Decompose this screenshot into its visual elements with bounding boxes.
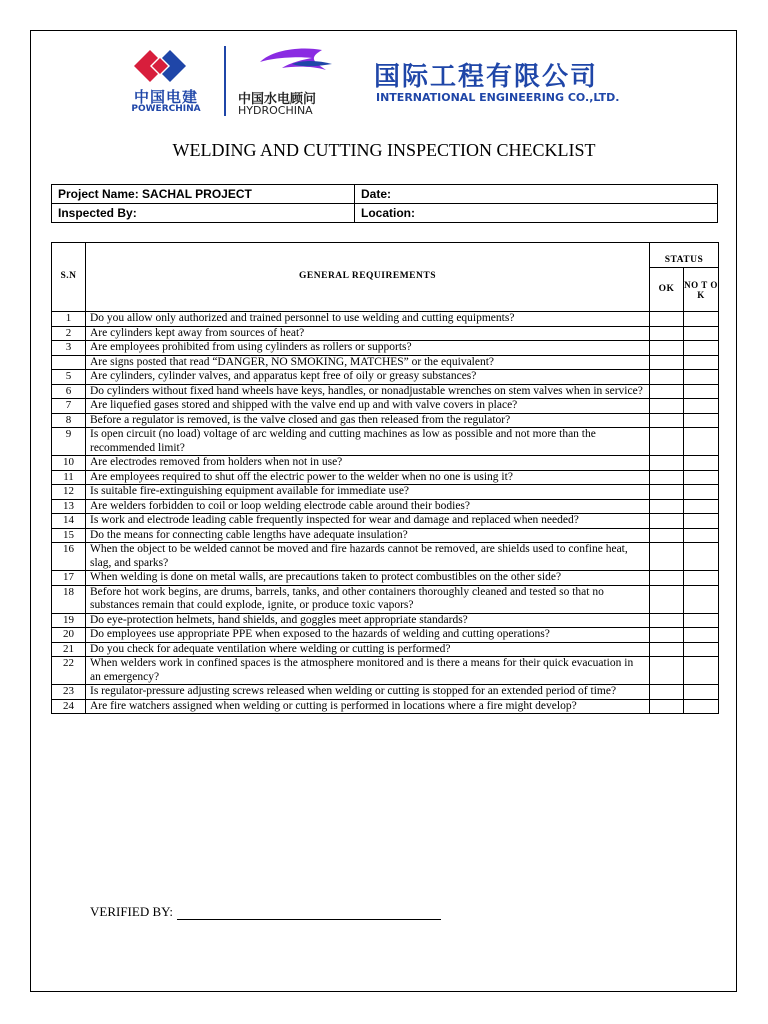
status-not-ok-cell[interactable] xyxy=(684,413,719,428)
status-ok-cell[interactable] xyxy=(650,399,684,414)
hydrochina-logo xyxy=(238,44,348,120)
requirement-text: Do the means for connecting cable lengths have adequate insulation? xyxy=(86,528,650,543)
powerchina-cn-name: 中国电建 xyxy=(133,88,198,106)
checklist-row xyxy=(52,528,719,543)
status-ok-cell[interactable] xyxy=(650,571,684,586)
row-number: 11 xyxy=(52,470,86,485)
requirements-header: GENERAL REQUIREMENTS xyxy=(86,243,650,312)
status-ok-cell[interactable] xyxy=(650,613,684,628)
checklist-row xyxy=(52,384,719,399)
requirement-text: Is suitable fire-extinguishing equipment available for immediate use? xyxy=(86,485,650,500)
status-not-ok-cell[interactable] xyxy=(684,312,719,327)
powerchina-mark-icon xyxy=(128,46,192,86)
requirement-text: Are signs posted that read “DANGER, NO SMOKING, MATCHES” or the equivalent? xyxy=(86,355,650,370)
status-ok-cell[interactable] xyxy=(650,485,684,500)
status-not-ok-cell[interactable] xyxy=(684,685,719,700)
status-not-ok-cell[interactable] xyxy=(684,341,719,356)
not-ok-header: NO T OK xyxy=(684,268,719,312)
row-number: 12 xyxy=(52,485,86,500)
document-title: WELDING AND CUTTING INSPECTION CHECKLIST xyxy=(172,140,596,160)
powerchina-en-name: POWERCHINA xyxy=(131,104,201,114)
company-name-cn: 国际工程有限公司 xyxy=(374,62,599,92)
sn-header: S.N xyxy=(52,243,86,312)
row-number: 16 xyxy=(52,543,86,571)
requirement-text: When welding is done on metal walls, are precautions taken to protect combustibles on the other side? xyxy=(86,571,650,586)
row-number: 18 xyxy=(52,585,86,613)
row-number: 9 xyxy=(52,428,86,456)
checklist-row xyxy=(52,370,719,385)
status-ok-cell[interactable] xyxy=(650,312,684,327)
requirement-text: Are employees required to shut off the electric power to the welder when no one is using it? xyxy=(86,470,650,485)
status-header: STATUS xyxy=(650,243,719,268)
checklist-row xyxy=(52,685,719,700)
row-number: 6 xyxy=(52,384,86,399)
checklist-row xyxy=(52,657,719,685)
row-number: 7 xyxy=(52,399,86,414)
status-not-ok-cell[interactable] xyxy=(684,571,719,586)
status-ok-cell[interactable] xyxy=(650,370,684,385)
status-ok-cell[interactable] xyxy=(650,384,684,399)
ok-header: OK xyxy=(650,268,684,312)
requirement-text: Do cylinders without fixed hand wheels have keys, handles, or nonadjustable wrenches on stem valves when in service? xyxy=(86,384,650,399)
checklist-row xyxy=(52,326,719,341)
requirement-text: Is regulator-pressure adjusting screws released when welding or cutting is stopped for an extended period of time? xyxy=(86,685,650,700)
status-not-ok-cell[interactable] xyxy=(684,514,719,529)
requirement-text: Is work and electrode leading cable frequently inspected for wear and damage and replaced when needed? xyxy=(86,514,650,529)
checklist-row xyxy=(52,613,719,628)
project-name-cell: Project Name: SACHAL PROJECT xyxy=(52,185,355,204)
status-ok-cell[interactable] xyxy=(650,470,684,485)
requirement-text: Is open circuit (no load) voltage of arc welding and cutting machines as low as possible and not more than the recommended limit? xyxy=(86,428,650,456)
requirement-text: Are welders forbidden to coil or loop welding electrode cable around their bodies? xyxy=(86,499,650,514)
verified-by-label: VERIFIED BY: xyxy=(90,904,173,919)
hydrochina-mark-icon xyxy=(252,44,338,84)
checklist-row xyxy=(52,399,719,414)
checklist-body xyxy=(52,312,719,714)
requirement-text: Are electrodes removed from holders when not in use? xyxy=(86,456,650,471)
requirement-text: Are fire watchers assigned when welding or cutting is performed in locations where a fire might develop? xyxy=(86,699,650,714)
status-ok-cell[interactable] xyxy=(650,355,684,370)
status-not-ok-cell[interactable] xyxy=(684,370,719,385)
requirement-text: Before a regulator is removed, is the valve closed and gas then released from the regulator? xyxy=(86,413,650,428)
checklist-row xyxy=(52,485,719,500)
verified-by-line xyxy=(90,904,490,920)
status-ok-cell[interactable] xyxy=(650,456,684,471)
row-number: 5 xyxy=(52,370,86,385)
row-number: 1 xyxy=(52,312,86,327)
checklist-row xyxy=(52,642,719,657)
status-ok-cell[interactable] xyxy=(650,499,684,514)
status-not-ok-cell[interactable] xyxy=(684,628,719,643)
checklist-row xyxy=(52,585,719,613)
status-not-ok-cell[interactable] xyxy=(684,642,719,657)
checklist-row xyxy=(52,571,719,586)
checklist-row xyxy=(52,699,719,714)
location-cell: Location: xyxy=(355,204,718,223)
checklist-row xyxy=(52,628,719,643)
logo-divider xyxy=(224,46,226,116)
status-ok-cell[interactable] xyxy=(650,341,684,356)
status-ok-cell[interactable] xyxy=(650,428,684,456)
requirement-text: Do you check for adequate ventilation where welding or cutting is performed? xyxy=(86,642,650,657)
requirement-text: Are employees prohibited from using cylinders as rollers or supports? xyxy=(86,341,650,356)
status-not-ok-cell[interactable] xyxy=(684,456,719,471)
company-name-en: INTERNATIONAL ENGINEERING CO.,LTD. xyxy=(376,91,620,104)
status-not-ok-cell[interactable] xyxy=(684,399,719,414)
status-ok-cell[interactable] xyxy=(650,543,684,571)
row-number: 17 xyxy=(52,571,86,586)
inspected-by-cell: Inspected By: xyxy=(52,204,355,223)
row-number: 22 xyxy=(52,657,86,685)
requirement-text: Are cylinders kept away from sources of heat? xyxy=(86,326,650,341)
status-ok-cell[interactable] xyxy=(650,699,684,714)
checklist-row xyxy=(52,312,719,327)
row-number: 10 xyxy=(52,456,86,471)
status-ok-cell[interactable] xyxy=(650,657,684,685)
checklist-row xyxy=(52,428,719,456)
requirement-text: Before hot work begins, are drums, barrels, tanks, and other containers thoroughly cleaned and tested so that no substances remain that could explode, ignite, or produce toxic vapors? xyxy=(86,585,650,613)
status-ok-cell[interactable] xyxy=(650,685,684,700)
status-ok-cell[interactable] xyxy=(650,326,684,341)
status-not-ok-cell[interactable] xyxy=(684,326,719,341)
status-ok-cell[interactable] xyxy=(650,514,684,529)
requirement-text: Are liquefied gases stored and shipped with the valve end up and with valve covers in place? xyxy=(86,399,650,414)
row-number: 19 xyxy=(52,613,86,628)
checklist-row xyxy=(52,470,719,485)
checklist-row xyxy=(52,355,719,370)
row-number: 3 xyxy=(52,341,86,356)
status-ok-cell[interactable] xyxy=(650,628,684,643)
checklist-row xyxy=(52,499,719,514)
checklist-row xyxy=(52,456,719,471)
status-not-ok-cell[interactable] xyxy=(684,470,719,485)
status-not-ok-cell[interactable] xyxy=(684,528,719,543)
checklist-row xyxy=(52,543,719,571)
requirement-text: Do eye-protection helmets, hand shields, and goggles meet appropriate standards? xyxy=(86,613,650,628)
powerchina-logo xyxy=(116,46,216,122)
hydrochina-en-name: HYDROCHINA xyxy=(238,104,313,117)
row-number xyxy=(52,355,86,370)
status-not-ok-cell[interactable] xyxy=(684,428,719,456)
hydrochina-cn-name: 中国水电顾问 xyxy=(238,92,317,107)
row-number: 14 xyxy=(52,514,86,529)
status-not-ok-cell[interactable] xyxy=(684,585,719,613)
checklist-row xyxy=(52,514,719,529)
row-number: 21 xyxy=(52,642,86,657)
signature-line[interactable] xyxy=(177,907,441,920)
status-ok-cell[interactable] xyxy=(650,413,684,428)
requirement-text: Do you allow only authorized and trained personnel to use welding and cutting equipments? xyxy=(86,312,650,327)
status-not-ok-cell[interactable] xyxy=(684,657,719,685)
requirement-text: When welders work in confined spaces is the atmosphere monitored and is there a means for their quick evacuation in an emergency? xyxy=(86,657,650,685)
row-number: 8 xyxy=(52,413,86,428)
status-not-ok-cell[interactable] xyxy=(684,699,719,714)
project-info-table xyxy=(51,184,718,223)
checklist-table xyxy=(51,242,719,714)
checklist-row xyxy=(52,341,719,356)
status-ok-cell[interactable] xyxy=(650,585,684,613)
status-not-ok-cell[interactable] xyxy=(684,355,719,370)
status-ok-cell[interactable] xyxy=(650,642,684,657)
date-cell: Date: xyxy=(355,185,718,204)
checklist-row xyxy=(52,413,719,428)
row-number: 13 xyxy=(52,499,86,514)
status-not-ok-cell[interactable] xyxy=(684,613,719,628)
status-not-ok-cell[interactable] xyxy=(684,384,719,399)
row-number: 23 xyxy=(52,685,86,700)
status-not-ok-cell[interactable] xyxy=(684,543,719,571)
requirement-text: Are cylinders, cylinder valves, and apparatus kept free of oily or greasy substances? xyxy=(86,370,650,385)
requirement-text: When the object to be welded cannot be moved and fire hazards cannot be removed, are shields used to confine heat, slag, and sparks? xyxy=(86,543,650,571)
status-ok-cell[interactable] xyxy=(650,528,684,543)
row-number: 20 xyxy=(52,628,86,643)
status-not-ok-cell[interactable] xyxy=(684,485,719,500)
requirement-text: Do employees use appropriate PPE when exposed to the hazards of welding and cutting operations? xyxy=(86,628,650,643)
status-not-ok-cell[interactable] xyxy=(684,499,719,514)
row-number: 2 xyxy=(52,326,86,341)
row-number: 15 xyxy=(52,528,86,543)
row-number: 24 xyxy=(52,699,86,714)
